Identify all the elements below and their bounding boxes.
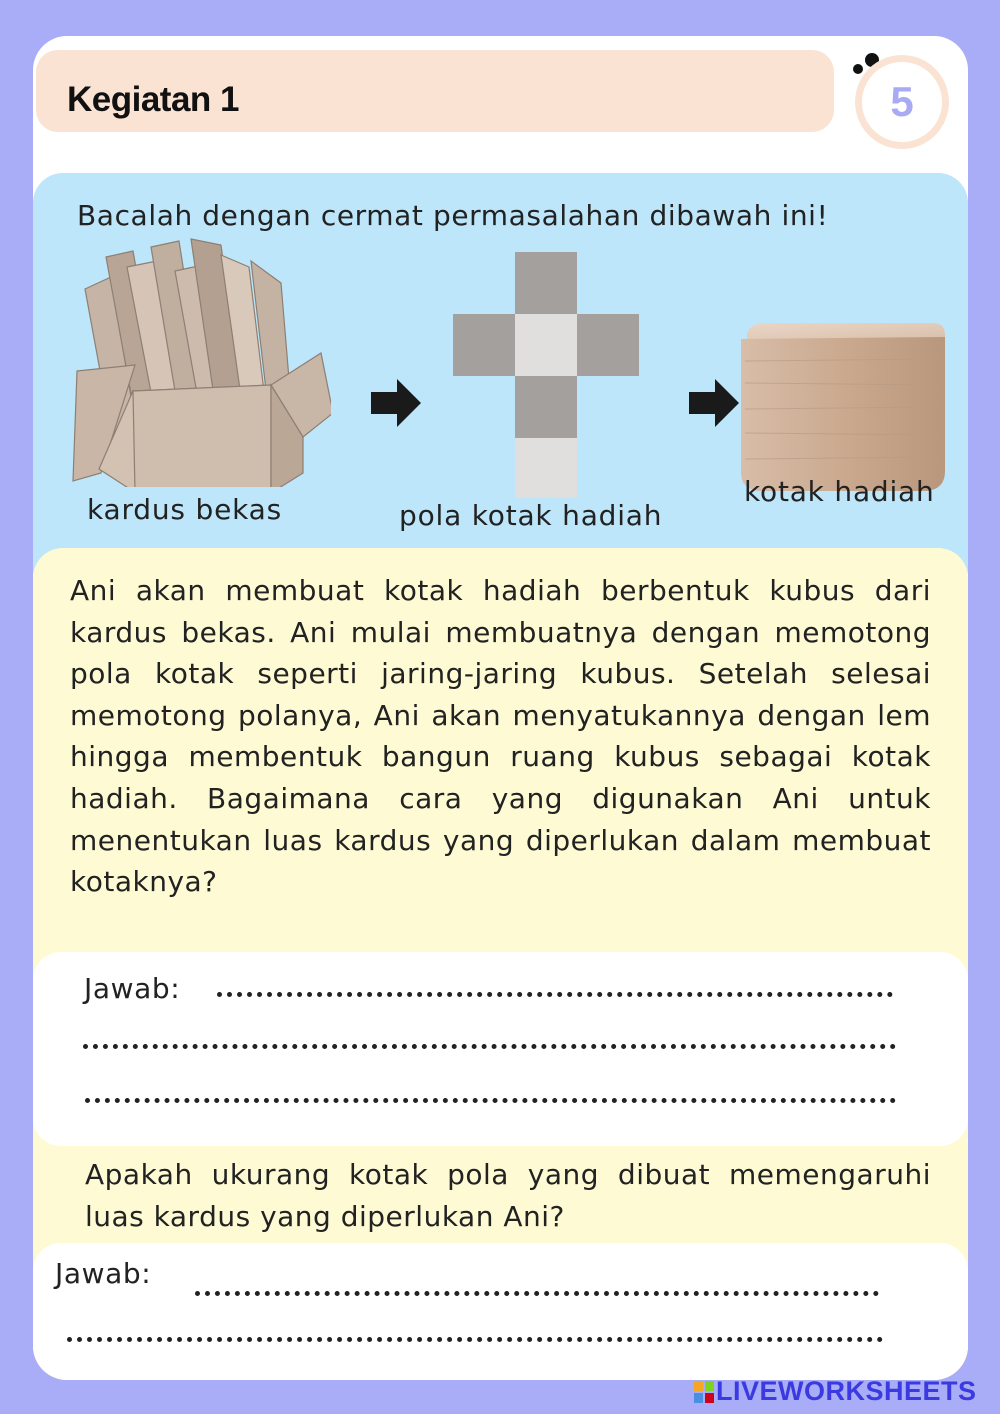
answer-1-line-3[interactable] [85,1098,896,1103]
liveworksheets-brand[interactable] [694,1376,977,1407]
gift-box-cube-icon [739,321,947,493]
footer-brand-text: LIVEWORKSHEETS [716,1376,977,1406]
answer-2-line-1[interactable] [195,1291,879,1296]
worksheet-card [33,36,968,1380]
arrow-right-icon [371,377,423,429]
answer-1-line-1[interactable] [217,992,893,997]
activity-header [36,50,834,132]
instruction-text: Bacalah dengan cermat permasalahan dibawah ini! [77,199,829,232]
decor-dot-icon [853,64,863,74]
liveworksheets-logo-icon [694,1381,714,1403]
question-2-text: Apakah ukurang kotak pola yang dibuat memengaruhi luas kardus yang diperlukan Ani? [85,1158,931,1233]
answer-2-line-2[interactable] [67,1337,883,1342]
answer-label-2: Jawab: [55,1257,152,1290]
answer-box-2 [33,1243,968,1380]
cardboard-box-icon [71,237,331,487]
caption-net-pattern: pola kotak hadiah [399,499,663,532]
problem-paragraph: Ani akan membuat kotak hadiah berbentuk kubus dari kardus bekas. Ani mulai membuatnya dengan memotong pola kotak seperti jaring-jaring kubus. Setelah selesai memotong polanya, Ani akan menyatukannya dengan lem hingga membentuk bangun ruang kubus sebagai kotak hadiah. Bagaimana cara yang digunakan Ani untuk menentukan luas kardus yang diperlukan dalam membuat kotaknya? [70,574,931,899]
caption-gift-box: kotak hadiah [744,475,935,508]
answer-label-1: Jawab: [84,972,181,1005]
answer-1-line-2[interactable] [83,1044,896,1049]
answer-box-1 [33,952,968,1146]
page-number-badge: 5 [855,55,949,149]
problem-illustration-panel [33,173,968,573]
cube-net-icon [453,252,639,498]
activity-title: Kegiatan 1 [67,80,239,119]
caption-cardboard: kardus bekas [87,493,282,526]
arrow-right-icon [689,377,741,429]
